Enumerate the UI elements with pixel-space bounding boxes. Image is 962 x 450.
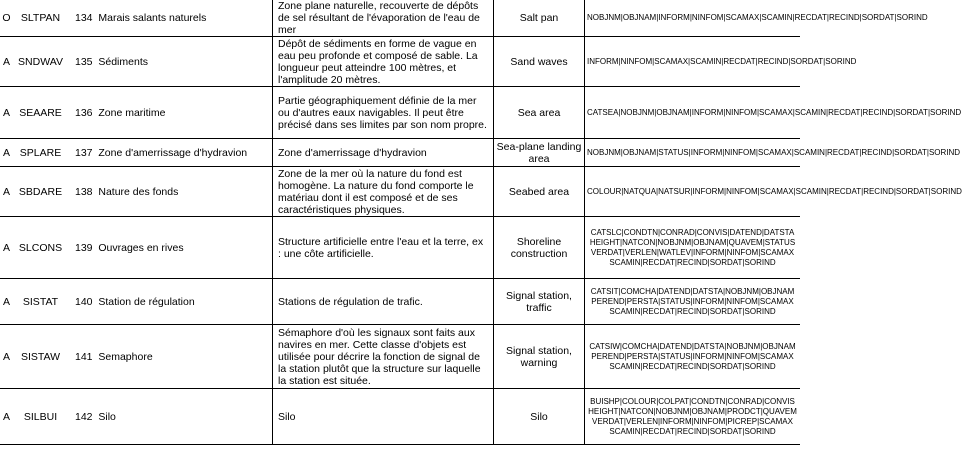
prefix-cell: O: [0, 0, 13, 37]
code-number: 134: [75, 12, 93, 24]
table-row: [0, 37, 800, 87]
acronym-cell: SNDWAV: [13, 37, 68, 87]
english-name-cell: Salt pan: [494, 0, 585, 37]
attributes-cell: INFORM|NINFOM|SCAMAX|SCAMIN|RECDAT|RECIND|SORDAT|SORIND: [585, 37, 801, 87]
english-name-cell: Sea-plane landing area: [494, 139, 585, 167]
code-number: 141: [75, 350, 93, 363]
table-row: [0, 0, 800, 37]
code-number: 135: [75, 55, 93, 68]
attributes-cell: NOBJNM|OBJNAM|STATUS|INFORM|NINFOM|SCAMAX|SCAMIN|RECDAT|RECIND|SORDAT|SORIND: [585, 139, 801, 167]
french-name: Ouvrages en rives: [98, 241, 184, 254]
table-row: [0, 389, 800, 445]
description-cell: Dépôt de sédiments en forme de vague en eau peu profonde et composé de sable. La longueur peut atteindre 100 mètres, et l'amplitude 20 mètres.: [273, 37, 494, 87]
french-name: Zone d'amerrissage d'hydravion: [98, 146, 248, 159]
prefix-cell: A: [0, 217, 13, 279]
code-number: 140: [75, 295, 93, 308]
french-name: Sédiments: [98, 55, 148, 68]
description-cell: Zone d'amerrissage d'hydravion: [273, 139, 494, 167]
table-row: [0, 167, 800, 217]
prefix-cell: A: [0, 389, 13, 445]
code-number: 139: [75, 241, 93, 254]
description-cell: Zone plane naturelle, recouverte de dépôts de sel résultant de l'évaporation de l'eau de mer: [273, 0, 494, 37]
acronym-cell: SEAARE: [13, 87, 68, 139]
attributes-cell: NOBJNM|OBJNAM|INFORM|NINFOM|SCAMAX|SCAMIN|RECDAT|RECIND|SORDAT|SORIND: [585, 0, 801, 37]
attributes-cell: CATSIW|COMCHA|DATEND|DATSTA|NOBJNM|OBJNAM PEREND|PERSTA|STATUS|INFORM|NINFOM|SCAMAX SCAMIN|RECDAT|RECIND|SORDAT|SORIND: [585, 325, 801, 389]
description-cell: Zone de la mer où la nature du fond est homogène. La nature du fond comporte le matériau dont il est composé et de ses caractéristiques physiques.: [273, 167, 494, 217]
acronym-cell: SLCONS: [13, 217, 68, 279]
prefix-cell: A: [0, 167, 13, 217]
table-row: [0, 325, 800, 389]
name-cell: [68, 279, 273, 325]
french-name: Marais salants naturels: [98, 12, 207, 24]
table-row: [0, 87, 800, 139]
name-cell: [68, 325, 273, 389]
name-cell: [68, 139, 273, 167]
prefix-cell: A: [0, 279, 13, 325]
attributes-cell: CATSIT|COMCHA|DATEND|DATSTA|NOBJNM|OBJNAM PEREND|PERSTA|STATUS|INFORM|NINFOM|SCAMAX SCAMIN|RECDAT|RECIND|SORDAT|SORIND: [585, 279, 801, 325]
code-number: 137: [75, 146, 93, 159]
french-name: Station de régulation: [98, 295, 195, 308]
description-cell: Structure artificielle entre l'eau et la terre, ex : une côte artificielle.: [273, 217, 494, 279]
prefix-cell: A: [0, 87, 13, 139]
english-name-cell: Shoreline construction: [494, 217, 585, 279]
english-name-cell: Signal station, traffic: [494, 279, 585, 325]
french-name: Silo: [98, 410, 116, 423]
name-cell: [68, 87, 273, 139]
description-cell: Silo: [273, 389, 494, 445]
table-row: [0, 279, 800, 325]
french-name: Nature des fonds: [98, 185, 179, 198]
french-name: Zone maritime: [98, 106, 166, 119]
acronym-cell: SLTPAN: [13, 0, 68, 37]
english-name-cell: Signal station, warning: [494, 325, 585, 389]
name-cell: [68, 217, 273, 279]
code-number: 142: [75, 410, 93, 423]
english-name-cell: Sea area: [494, 87, 585, 139]
name-cell: [68, 389, 273, 445]
description-cell: Partie géographiquement définie de la mer ou d'autres eaux navigables. Il peut être précisé dans ses limites par son nom propre.: [273, 87, 494, 139]
acronym-cell: SBDARE: [13, 167, 68, 217]
acronym-cell: SISTAT: [13, 279, 68, 325]
acronym-cell: SPLARE: [13, 139, 68, 167]
code-number: 136: [75, 106, 93, 119]
prefix-cell: A: [0, 37, 13, 87]
english-name-cell: Seabed area: [494, 167, 585, 217]
english-name-cell: Silo: [494, 389, 585, 445]
english-name-cell: Sand waves: [494, 37, 585, 87]
name-cell: [68, 0, 273, 37]
prefix-cell: A: [0, 139, 13, 167]
prefix-cell: A: [0, 325, 13, 389]
code-number: 138: [75, 185, 93, 198]
table-row: [0, 139, 800, 167]
french-name: Semaphore: [98, 350, 153, 363]
acronym-cell: SILBUI: [13, 389, 68, 445]
attributes-cell: BUISHP|COLOUR|COLPAT|CONDTN|CONRAD|CONVIS HEIGHT|NATCON|NOBJNM|OBJNAM|PRODCT|QUAVEM VERDAT|VERLEN|INFORM|NINFOM|PICREP|SCAMAX SCAMIN|RECDAT|RECIND|SORDAT|SORIND: [585, 389, 801, 445]
attributes-cell: CATSLC|CONDTN|CONRAD|CONVIS|DATEND|DATSTA HEIGHT|NATCON|NOBJNM|OBJNAM|QUAVEM|STATUS VERDAT|VERLEN|WATLEV|INFORM|NINFOM|SCAMAX SCAMIN|RECDAT|RECIND|SORDAT|SORIND: [585, 217, 801, 279]
description-cell: Sémaphore d'où les signaux sont faits aux navires en mer. Cette classe d'objets est utilisée pour décrire la fonction de signal de la station plutôt que la structure sur laquelle la station est située.: [273, 325, 494, 389]
attributes-cell: COLOUR|NATQUA|NATSUR|INFORM|NINFOM|SCAMAX|SCAMIN|RECDAT|RECIND|SORDAT|SORIND: [585, 167, 801, 217]
acronym-cell: SISTAW: [13, 325, 68, 389]
attributes-cell: CATSEA|NOBJNM|OBJNAM|INFORM|NINFOM|SCAMAX|SCAMIN|RECDAT|RECIND|SORDAT|SORIND: [585, 87, 801, 139]
name-cell: [68, 37, 273, 87]
table-row: [0, 217, 800, 279]
name-cell: [68, 167, 273, 217]
description-cell: Stations de régulation de trafic.: [273, 279, 494, 325]
